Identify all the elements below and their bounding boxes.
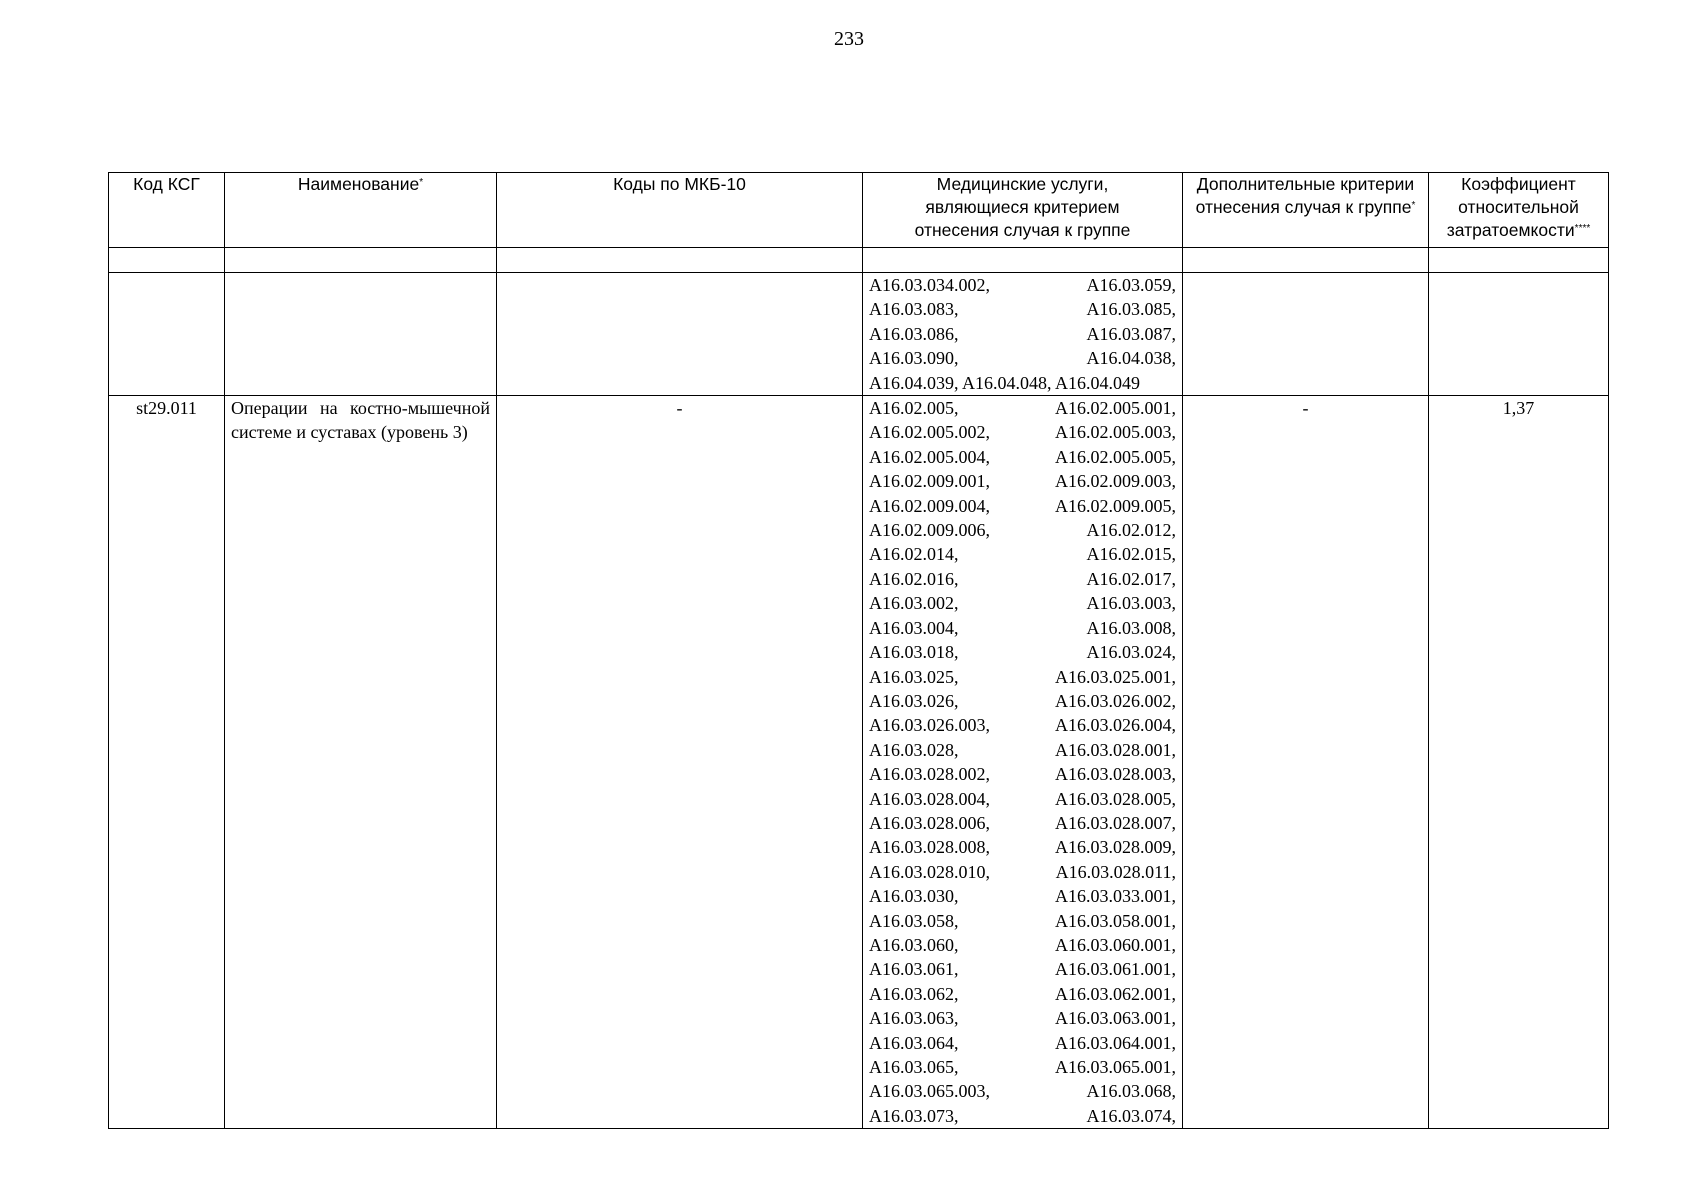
header-icd: Коды по МКБ-10: [497, 173, 863, 248]
service-code: A16.03.028.004,: [869, 788, 990, 809]
service-codes-line: [869, 1055, 1176, 1079]
service-code: A16.03.065.003,: [869, 1081, 990, 1102]
service-code: A16.03.063.001,: [1055, 1008, 1176, 1029]
service-code: A16.03.034.002,: [869, 275, 990, 295]
service-codes-line: [869, 689, 1176, 713]
service-code: A16.03.064,: [869, 1032, 959, 1053]
cell-code: [109, 273, 225, 396]
cell-services: [863, 273, 1183, 396]
service-code: A16.03.030,: [869, 886, 959, 907]
service-code: A16.03.033.001,: [1055, 886, 1176, 907]
service-code: A16.03.008,: [1086, 617, 1176, 638]
service-code: A16.03.087,: [1086, 323, 1176, 344]
cell-code: st29.011: [109, 396, 225, 1129]
spacer-cell: [225, 248, 497, 273]
service-code: A16.03.004,: [869, 617, 959, 638]
service-codes-line: [869, 811, 1176, 835]
service-codes-line: [869, 420, 1176, 444]
service-codes-line: [869, 957, 1176, 981]
service-codes-line: [869, 1006, 1176, 1030]
service-code: A16.02.009.003,: [1055, 471, 1176, 492]
service-code: A16.03.028.003,: [1055, 764, 1176, 785]
header-coef: Коэффициент относительной затратоемкости****: [1429, 173, 1609, 248]
service-codes-line: [869, 616, 1176, 640]
header-row: [109, 173, 1609, 248]
service-code: A16.03.028,: [869, 739, 959, 760]
cell-coef: 1,37: [1429, 396, 1609, 1129]
cell-name: Операции на костно-мышечной системе и суставах (уровень 3): [225, 396, 497, 1129]
service-code: A16.03.060,: [869, 934, 959, 955]
service-codes-line: [869, 1079, 1176, 1103]
service-code: A16.02.015,: [1086, 544, 1176, 565]
service-code: A16.03.002,: [869, 593, 959, 614]
service-code: A16.03.083,: [869, 299, 959, 320]
header-extra: Дополнительные критерии отнесения случая к группе*: [1183, 173, 1429, 248]
service-code: A16.03.028.011,: [1055, 861, 1176, 882]
service-codes-line: [869, 884, 1176, 908]
service-code: A16.03.028.007,: [1055, 812, 1176, 833]
service-code: A16.02.009.005,: [1055, 495, 1176, 516]
service-code: A16.02.009.006,: [869, 520, 990, 541]
service-codes-line: [869, 738, 1176, 762]
service-code: A16.03.058,: [869, 910, 959, 931]
service-code: A16.03.064.001,: [1055, 1032, 1176, 1053]
spacer-cell: [109, 248, 225, 273]
service-code: A16.03.018,: [869, 642, 959, 663]
spacer-cell: [497, 248, 863, 273]
service-codes-line: [869, 933, 1176, 957]
service-code: A16.03.065.001,: [1055, 1057, 1176, 1077]
service-codes-line: [869, 982, 1176, 1006]
service-code: A16.02.005.005,: [1055, 446, 1176, 467]
cell-name: [225, 273, 497, 396]
service-codes-line: [869, 445, 1176, 469]
service-code: A16.03.090,: [869, 348, 959, 369]
spacer-cell: [1429, 248, 1609, 273]
service-code: A16.03.058.001,: [1055, 910, 1176, 931]
cell-icd: -: [497, 396, 863, 1129]
service-codes-line: [869, 396, 1176, 420]
service-code: A16.02.014,: [869, 544, 959, 565]
header-services: Медицинские услуги, являющиеся критерием отнесения случая к группе: [863, 173, 1183, 248]
service-code: A16.03.028.001,: [1055, 739, 1176, 760]
service-codes-line: [869, 1031, 1176, 1055]
service-codes-line: [869, 346, 1176, 370]
service-codes-line: [869, 835, 1176, 859]
header-name: Наименование*: [225, 173, 497, 248]
service-codes-line: [869, 297, 1176, 321]
service-codes-line: [869, 591, 1176, 615]
service-code: A16.02.012,: [1086, 520, 1176, 541]
service-code: A16.03.061,: [869, 959, 959, 980]
service-code: A16.03.061.001,: [1055, 959, 1176, 980]
service-codes-line: [869, 762, 1176, 786]
service-code: A16.03.062,: [869, 983, 959, 1004]
continuation-row: [109, 273, 1609, 396]
service-code: A16.03.065,: [869, 1057, 959, 1077]
service-code: A16.03.024,: [1086, 642, 1176, 663]
service-code: A16.03.059,: [1086, 275, 1176, 295]
service-code: A16.03.062.001,: [1055, 983, 1176, 1004]
service-code: A16.02.005.004,: [869, 446, 990, 467]
service-codes-line: [869, 665, 1176, 689]
service-code: A16.02.005.002,: [869, 422, 990, 443]
service-code: A16.03.025,: [869, 666, 959, 687]
header-code: Код КСГ: [109, 173, 225, 248]
table-row: [109, 396, 1609, 1129]
spacer-cell: [1183, 248, 1429, 273]
service-code: A16.02.016,: [869, 568, 959, 589]
service-code: A16.03.068,: [1086, 1081, 1176, 1102]
cell-coef: [1429, 273, 1609, 396]
cell-services: [863, 396, 1183, 1129]
service-code: A16.03.026.002,: [1055, 690, 1176, 711]
service-code: A16.02.005.001,: [1055, 398, 1176, 419]
service-codes-line: [869, 542, 1176, 566]
service-codes-line: [869, 860, 1176, 884]
footnote-mark: *: [1411, 200, 1416, 211]
service-code: A16.03.025.001,: [1055, 666, 1176, 687]
service-code: A16.02.005,: [869, 398, 959, 419]
service-code: A16.03.028.002,: [869, 764, 990, 785]
service-code: A16.03.085,: [1086, 299, 1176, 320]
service-code: A16.03.003,: [1086, 593, 1176, 614]
service-code: A16.03.028.010,: [869, 861, 990, 882]
service-codes-line: [869, 567, 1176, 591]
service-codes-line: [869, 909, 1176, 933]
cell-icd: [497, 273, 863, 396]
service-code: A16.03.073,: [869, 1105, 959, 1126]
service-codes-line: [869, 640, 1176, 664]
service-codes-line: [869, 713, 1176, 737]
service-code: A16.02.009.004,: [869, 495, 990, 516]
spacer-cell: [863, 248, 1183, 273]
service-code: A16.03.026,: [869, 690, 959, 711]
service-codes-line: [869, 1104, 1176, 1128]
cell-extra: [1183, 273, 1429, 396]
ksg-table: [108, 172, 1609, 1129]
service-code: A16.03.026.004,: [1055, 715, 1176, 736]
service-code: A16.03.074,: [1086, 1105, 1176, 1126]
service-code: A16.03.060.001,: [1055, 934, 1176, 955]
service-code: A16.03.026.003,: [869, 715, 990, 736]
service-codes-line: [869, 787, 1176, 811]
page-number: 233: [834, 28, 864, 50]
service-code: A16.03.063,: [869, 1008, 959, 1029]
service-code: A16.03.086,: [869, 323, 959, 344]
header-spacer-row: [109, 248, 1609, 273]
service-codes-line: [869, 494, 1176, 518]
footnote-mark: *: [419, 177, 424, 188]
service-code: A16.02.009.001,: [869, 471, 990, 492]
service-codes-line: [869, 322, 1176, 346]
service-code: A16.03.028.006,: [869, 812, 990, 833]
service-codes-line: [869, 371, 1176, 395]
service-code: A16.04.039, A16.04.048, A16.04.049: [869, 372, 1141, 393]
service-code: A16.03.028.009,: [1055, 837, 1176, 858]
service-codes-line: [869, 518, 1176, 542]
service-codes-line: [869, 273, 1176, 297]
service-code: A16.04.038,: [1086, 348, 1176, 369]
service-code: A16.02.017,: [1086, 568, 1176, 589]
service-code: A16.02.005.003,: [1055, 422, 1176, 443]
service-code: A16.03.028.008,: [869, 837, 990, 858]
cell-extra: -: [1183, 396, 1429, 1129]
service-code: A16.03.028.005,: [1055, 788, 1176, 809]
footnote-mark: ****: [1574, 223, 1591, 234]
service-codes-line: [869, 469, 1176, 493]
